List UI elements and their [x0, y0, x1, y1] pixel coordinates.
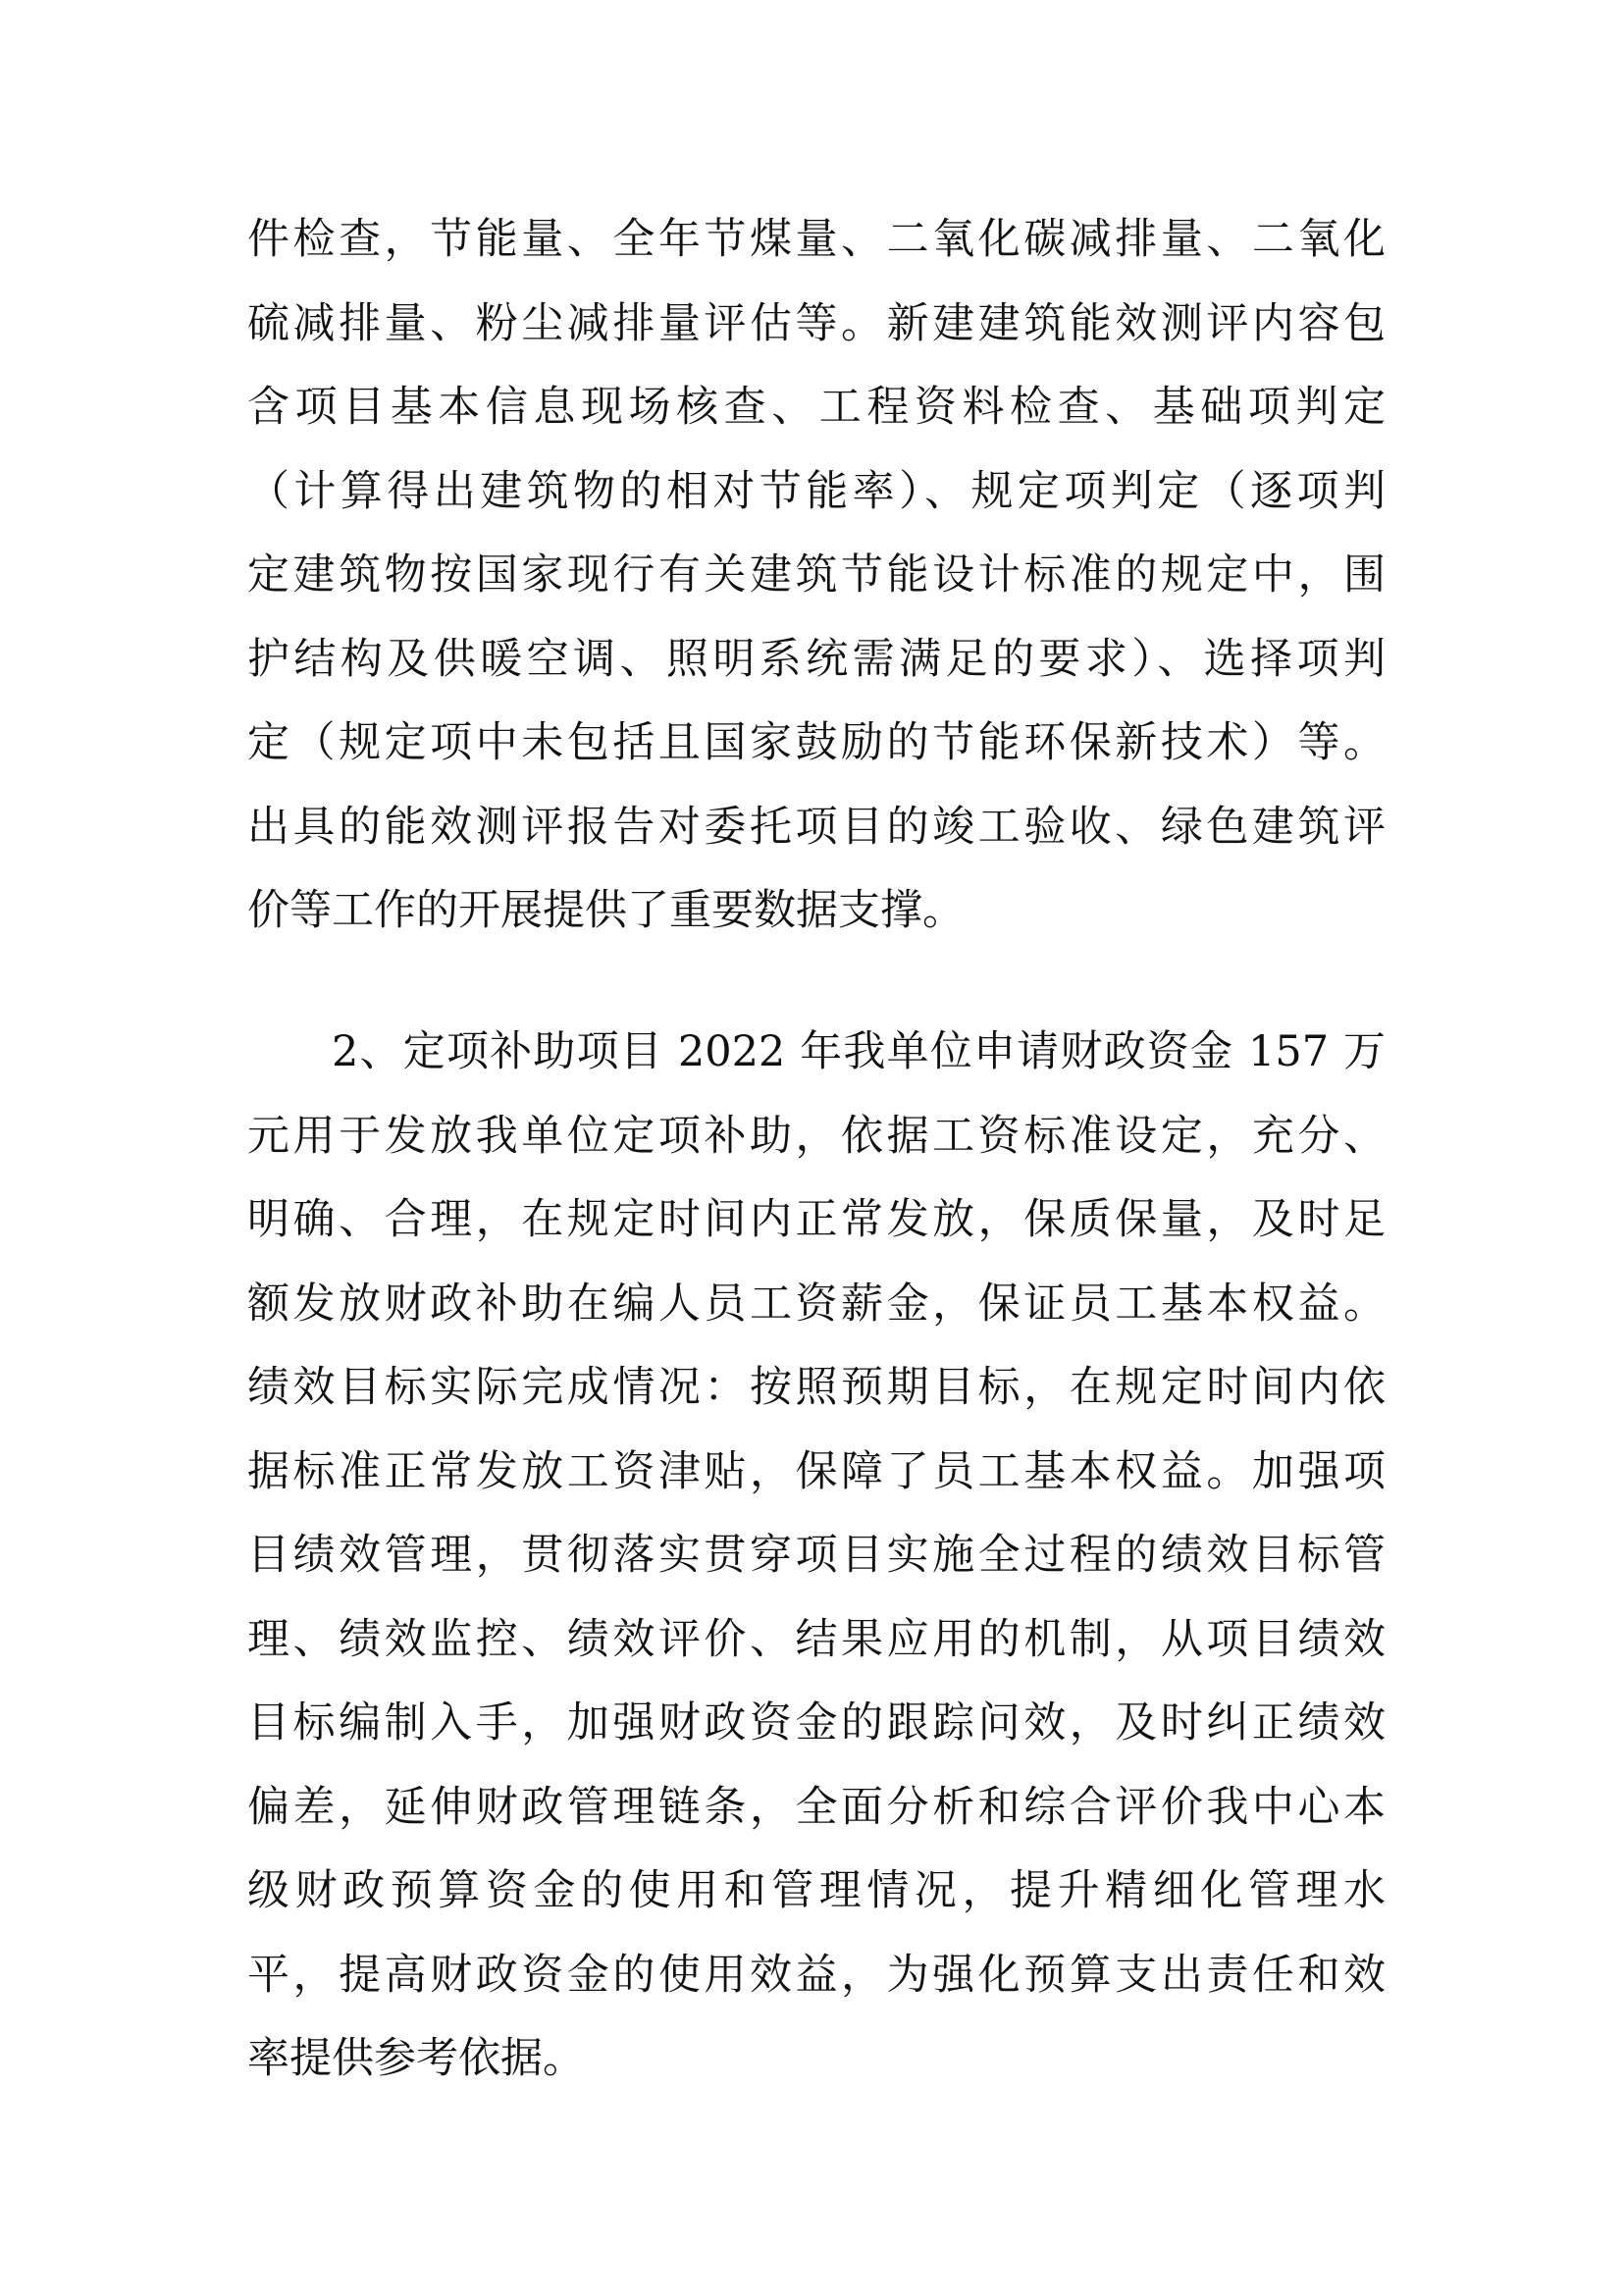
paragraph-line: 含项目基本信息现场核查、工程资料检查、基础项判定	[247, 383, 1386, 432]
paragraph-line: 价等工作的开展提供了重要数据支撑。	[247, 886, 965, 935]
paragraph-line: （计算得出建筑物的相对节能率）、规定项判定（逐项判	[247, 466, 1386, 516]
paragraph-line: 偏差，延伸财政管理链条，全面分析和综合评价我中心本	[247, 1782, 1386, 1832]
paragraph-line: 级财政预算资金的使用和管理情况，提升精细化管理水	[247, 1866, 1386, 1915]
paragraph-line: 目标编制入手，加强财政资金的跟踪问效，及时纠正绩效	[247, 1698, 1386, 1748]
paragraph-line: 理、绩效监控、绩效评价、结果应用的机制，从项目绩效	[247, 1614, 1386, 1664]
paragraph-line: 件检查，节能量、全年节煤量、二氧化碳减排量、二氧化	[247, 215, 1386, 264]
paragraph-line: 定建筑物按国家现行有关建筑节能设计标准的规定中，围	[247, 550, 1386, 600]
paragraph-line: 护结构及供暖空调、照明系统需满足的要求）、选择项判	[247, 634, 1386, 684]
paragraph-line: 率提供参考依据。	[247, 2034, 585, 2083]
paragraph-line: 定（规定项中未包括且国家鼓励的节能环保新技术）等。	[247, 718, 1386, 767]
paragraph-line: 据标准正常发放工资津贴，保障了员工基本权益。加强项	[247, 1446, 1386, 1496]
paragraph-line: 绩效目标实际完成情况：按照预期目标，在规定时间内依	[247, 1363, 1386, 1412]
paragraph-line: 平，提高财政资金的使用效益，为强化预算支出责任和效	[247, 1950, 1386, 2000]
paragraph-line: 元用于发放我单位定项补助，依据工资标准设定，充分、	[247, 1111, 1386, 1161]
paragraph-line: 额发放财政补助在编人员工资薪金，保证员工基本权益。	[247, 1278, 1386, 1329]
paragraph-line: 硫减排量、粉尘减排量评估等。新建建筑能效测评内容包	[247, 298, 1386, 348]
paragraph-subsidy-project	[247, 1011, 1386, 2102]
paragraph-line: 2、定项补助项目 2022 年我单位申请财政资金 157 万	[332, 1027, 1386, 1076]
paragraph-line: 明确、合理，在规定时间内正常发放，保质保量，及时足	[247, 1195, 1386, 1244]
paragraph-line: 出具的能效测评报告对委托项目的竣工验收、绿色建筑评	[247, 802, 1386, 852]
paragraph-energy-evaluation	[247, 198, 1386, 954]
paragraph-line: 目绩效管理，贯彻落实贯穿项目实施全过程的绩效目标管	[247, 1531, 1386, 1580]
